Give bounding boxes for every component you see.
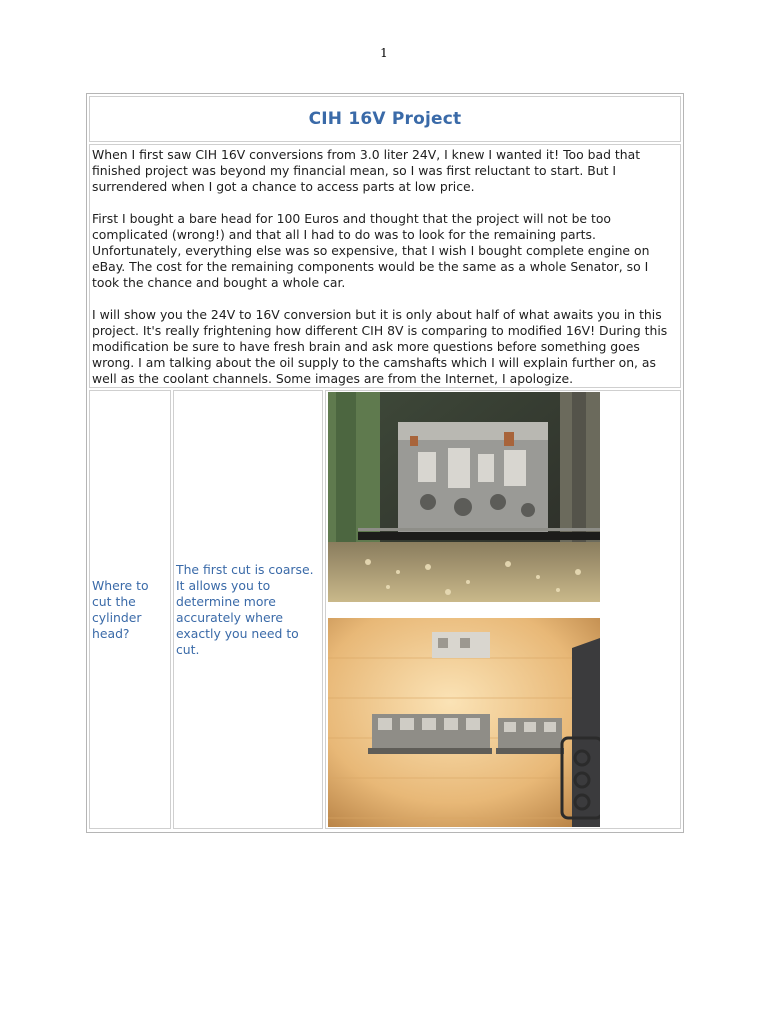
document-table: [86, 93, 684, 833]
page-number: 1: [380, 46, 388, 60]
answer-cell: [173, 390, 323, 829]
image-cell: [325, 390, 681, 829]
intro-cell: [89, 144, 681, 388]
question-text: Where to cut the cylinder head?: [92, 577, 149, 641]
intro-paragraph-1: When I first saw CIH 16V conversions from 3.0 liter 24V, I knew I wanted it! Too bad that finished project was beyond my financial mean, so I was first reluctant to start. But I surrendered when I got a chance to access parts at low price.: [92, 147, 641, 194]
answer-text: The first cut is coarse. It allows you to determine more accurately where exactly you need to cut.: [176, 561, 314, 657]
title-cell: [89, 96, 681, 142]
cylinder-head-on-bandsaw-photo: [328, 392, 600, 602]
cut-cylinder-heads-on-floor-photo: [328, 618, 600, 828]
question-cell: [89, 390, 171, 829]
intro-paragraph-3: I will show you the 24V to 16V conversion but it is only about half of what awaits you in this project. It's really frightening how different CIH 8V is comparing to modified 16V! During this modification be sure to have fresh brain and ask more questions before something goes wrong. I am talking about the oil supply to the camshafts which I will explain further on, as well as the coolant channels. Some images are from the Internet, I apologize.: [92, 307, 668, 386]
content-row: [89, 390, 681, 829]
document-title: CIH 16V Project: [308, 109, 462, 129]
intro-paragraph-2: First I bought a bare head for 100 Euros and thought that the project will not be too complicated (wrong!) and that all I had to do was to look for the remaining parts. Unfortunately, everything else was so expensive, that I wish I bought complete engine on eBay. The cost for the remaining components would be the same as a whole Senator, so I took the chance and bought a whole car.: [92, 211, 650, 290]
